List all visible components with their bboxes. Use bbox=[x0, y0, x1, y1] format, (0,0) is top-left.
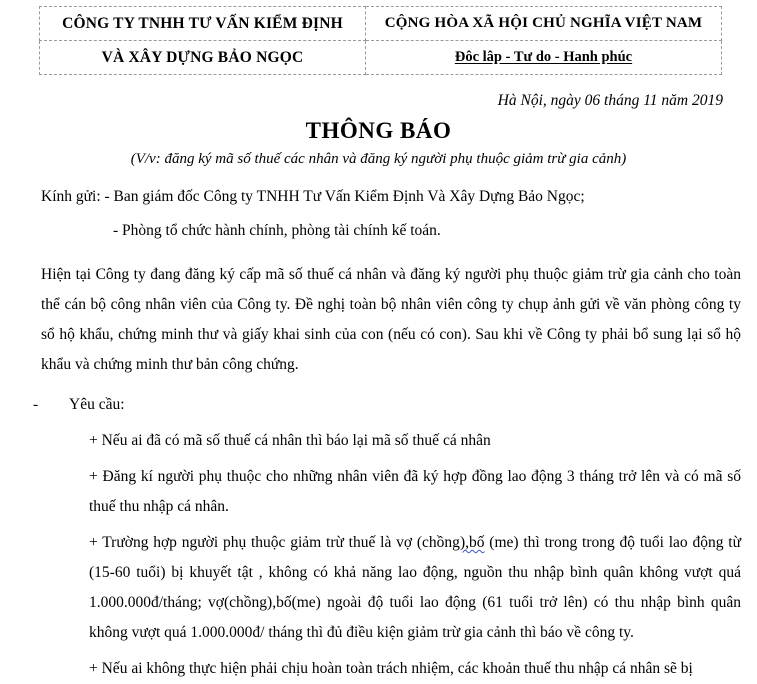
requirement-item-1: + Nếu ai đã có mã số thuế cá nhân thì báo lại mã số thuế cá nhân bbox=[89, 432, 491, 449]
requirements-heading bbox=[33, 390, 741, 420]
document-body bbox=[33, 182, 741, 684]
organization-name-line-2: VÀ XÂY DỰNG BẢO NGỌC bbox=[101, 48, 304, 66]
recipient-line-secondary: - Phòng tổ chức hành chính, phòng tài chính kế toán. bbox=[113, 222, 441, 239]
requirement-item-2: + Đăng kí người phụ thuộc cho những nhân viên đã ký hợp đồng lao động 3 tháng trở lên và có mã số thuế thu nhập cá nhân. bbox=[89, 468, 741, 515]
date-line: Hà Nội, ngày 06 tháng 11 năm 2019 bbox=[497, 92, 723, 109]
recipient-line-primary: Kính gửi: - Ban giám đốc Công ty TNHH Tư Vấn Kiểm Định Và Xây Dựng Bảo Ngọc; bbox=[41, 188, 585, 205]
dependent-rule-text-after: (me) thì trong trong độ tuổi lao động từ (15-60 tuổi) bị khuyết tật , không có khả năng lao động, nguồn thu nhập bình quân không vượt quá 1.000.000đ/tháng; vợ(chồng),bố(me) ngoài độ tuổi lao động (61 tuổi trở lên) có thu nhập bình quân không vượt quá 1.000.000đ/ tháng thì đủ điều kiện giảm trừ gia cảnh thì báo về công ty. bbox=[89, 534, 741, 641]
national-motto-text: Đôc lâp - Tư do - Hanh phúc bbox=[454, 49, 633, 65]
requirement-item-dependent-rule bbox=[41, 528, 741, 648]
grammar-flagged-text: ),bố bbox=[459, 534, 485, 551]
document-header-table bbox=[39, 6, 722, 75]
requirement-item-3: + Nếu ai không thực hiện phải chịu hoàn toàn trách nhiệm, các khoản thuế thu nhập cá nhân sẽ bị bbox=[89, 660, 693, 677]
document-subtitle: (V/v: đăng ký mã số thuế các nhân và đăng ký người phụ thuộc giảm trừ gia cảnh) bbox=[130, 151, 627, 167]
national-heading-text: CỘNG HÒA XÃ HỘI CHỦ NGHĨA VIỆT NAM bbox=[384, 15, 703, 31]
national-heading-cell bbox=[366, 7, 722, 41]
header-table-row-top bbox=[40, 7, 722, 41]
organization-name-line-1: CÔNG TY TNHH TƯ VẤN KIỂM ĐỊNH bbox=[62, 14, 343, 32]
organization-cell-line-2 bbox=[40, 41, 366, 75]
requirements-heading-label: Yêu cầu: bbox=[69, 396, 125, 413]
organization-cell-line-1 bbox=[40, 7, 366, 41]
header-table-row-bottom bbox=[40, 41, 722, 75]
document-title: THÔNG BÁO bbox=[305, 118, 452, 143]
requirements-dash-marker: - bbox=[33, 396, 39, 413]
national-motto-cell bbox=[366, 41, 722, 75]
main-paragraph: Hiện tại Công ty đang đăng ký cấp mã số thuế cá nhân và đăng ký người phụ thuộc giảm trừ gia cảnh cho toàn thể cán bộ công nhân viên của Công ty. Đề nghị toàn bộ nhân viên công ty chụp ảnh gửi về văn phòng công ty sổ hộ khẩu, chứng minh thư và giấy khai sinh của con (nếu có con). Sau khi về Công ty phải bổ sung lại sổ hộ khẩu và chứng minh thư bản công chứng. bbox=[41, 266, 741, 373]
dependent-rule-text-before: + Trường hợp người phụ thuộc giảm trừ thuế là vợ (chồng bbox=[89, 534, 460, 551]
